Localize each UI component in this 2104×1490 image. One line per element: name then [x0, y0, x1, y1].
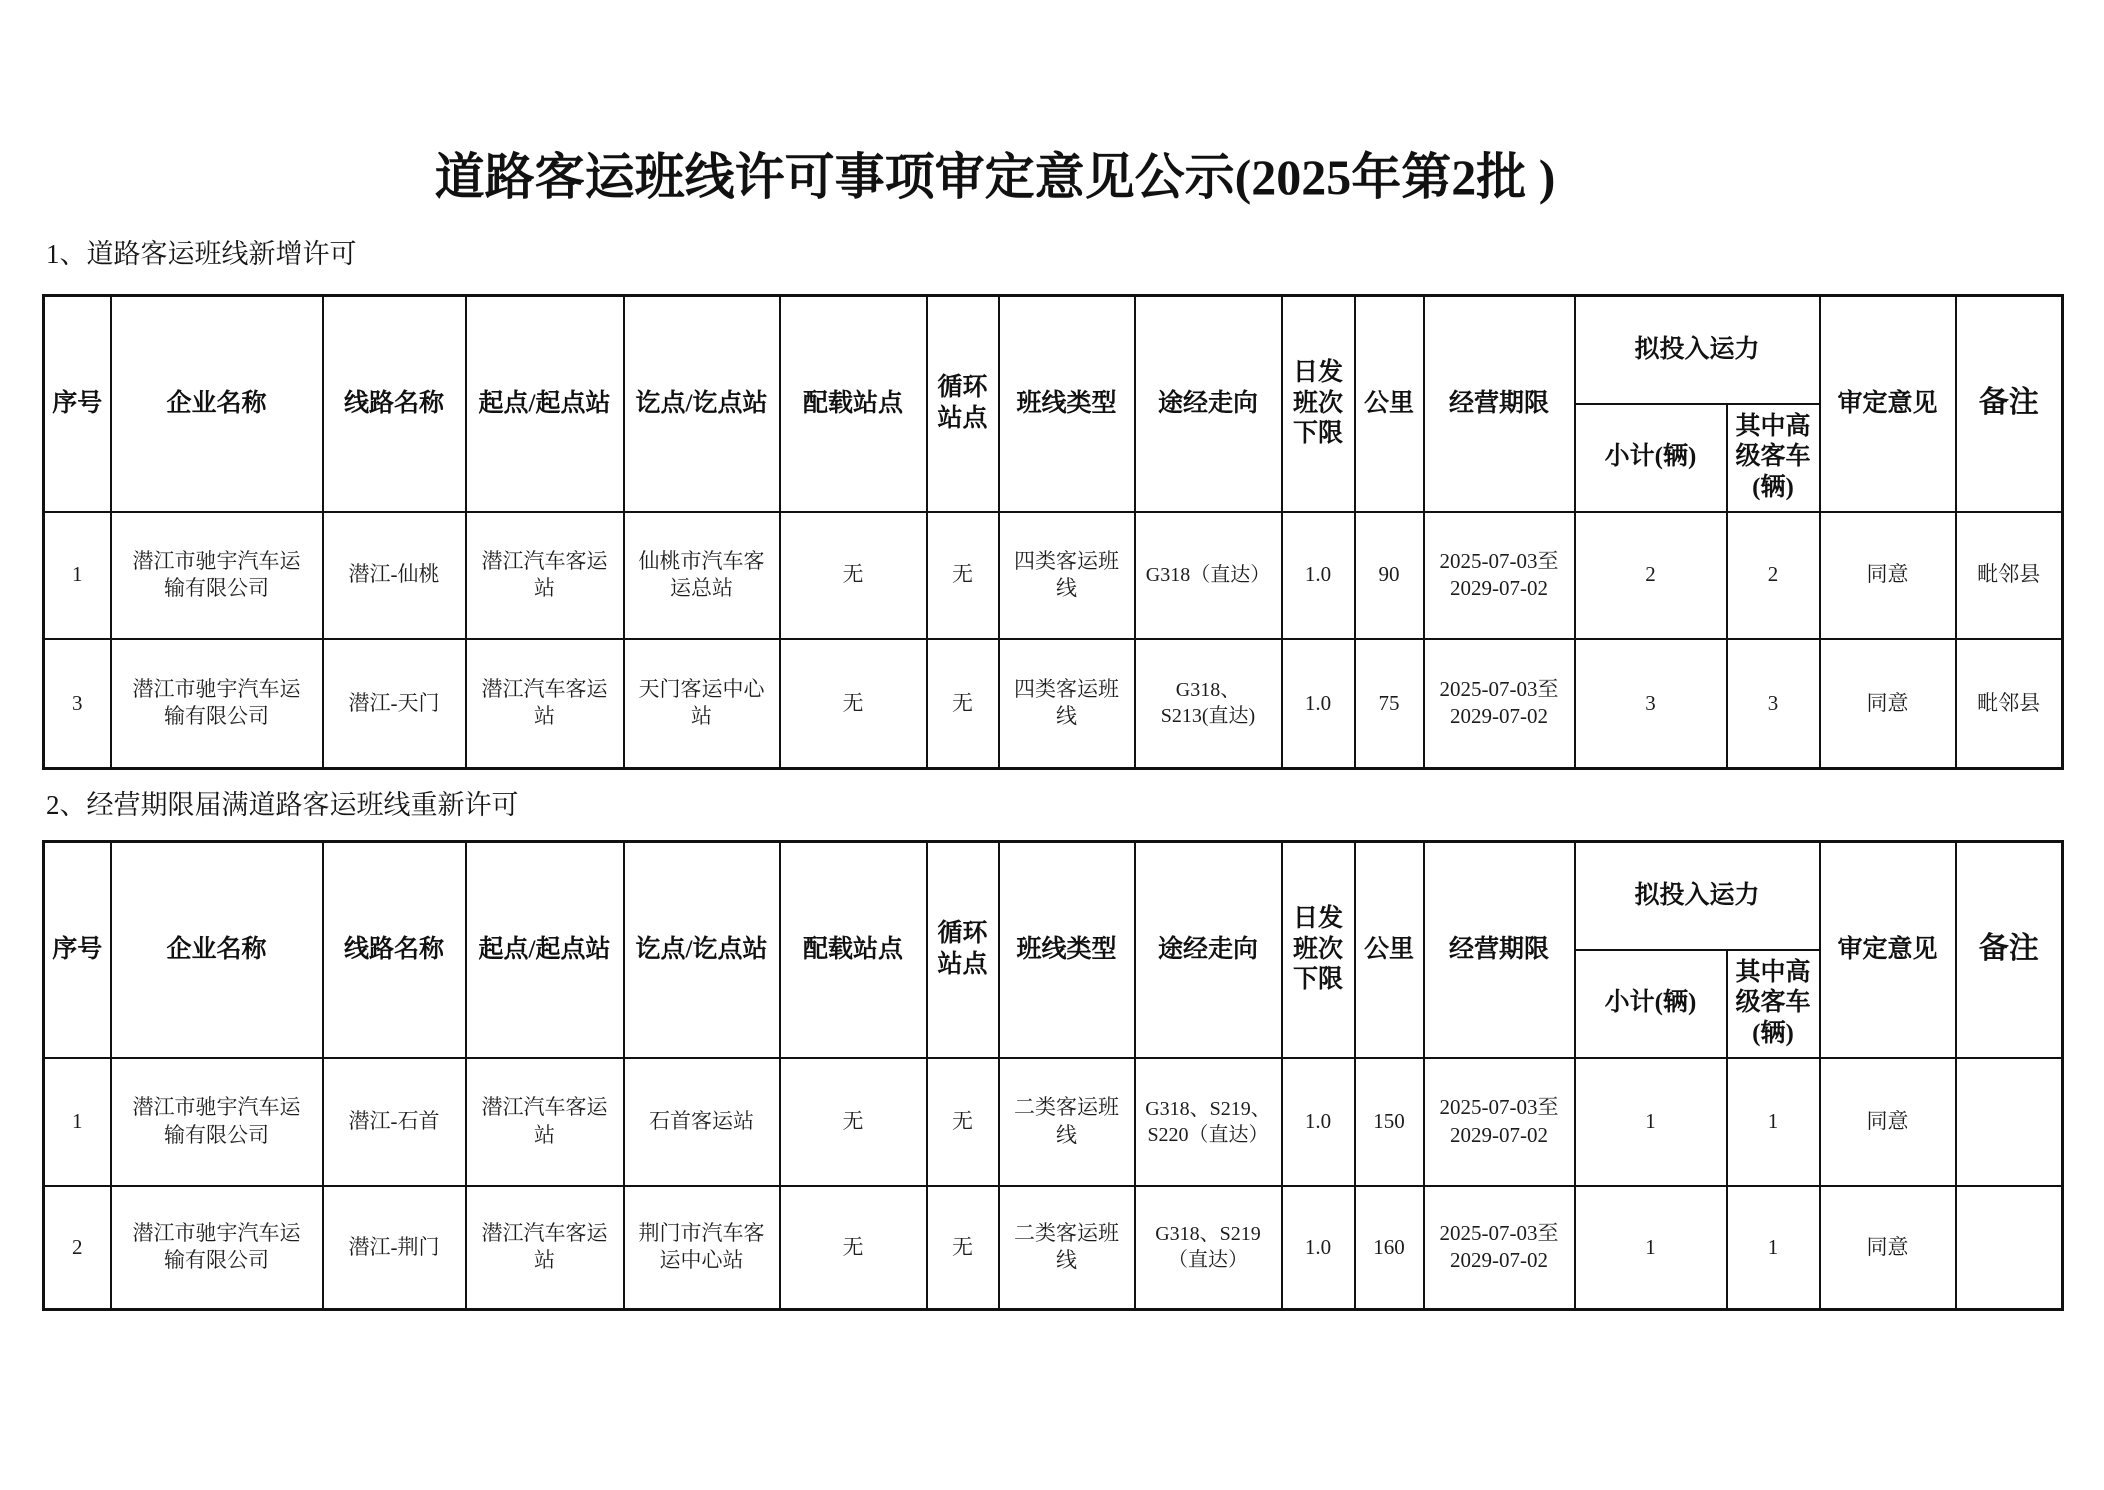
header-remark: 备注 [1956, 842, 2063, 1058]
header-opinion: 审定意见 [1820, 296, 1956, 512]
cell-stops: 无 [780, 512, 927, 639]
cell-route: 潜江-天门 [323, 639, 466, 769]
header-loop: 循环站点 [927, 842, 999, 1058]
cell-km: 90 [1355, 512, 1424, 639]
table-header-row [44, 842, 2063, 950]
cell-company: 潜江市驰宇汽车运输有限公司 [111, 1186, 323, 1310]
header-destination: 讫点/讫点站 [624, 296, 780, 512]
cell-origin: 潜江汽车客运站 [466, 512, 624, 639]
document-title: 道路客运班线许可事项审定意见公示(2025年第2批 ) [434, 149, 1556, 205]
cell-loop: 无 [927, 639, 999, 769]
cell-capacity-subtotal: 2 [1575, 512, 1727, 639]
cell-via: G318（直达） [1135, 512, 1282, 639]
header-origin: 起点/起点站 [466, 842, 624, 1058]
header-seq: 序号 [44, 296, 111, 512]
section-heading-renewal-permit: 2、经营期限届满道路客运班线重新许可 [46, 790, 519, 820]
section-heading-new-permit: 1、道路客运班线新增许可 [46, 239, 357, 269]
header-km: 公里 [1355, 842, 1424, 1058]
header-capacity: 拟投入运力 [1575, 296, 1820, 404]
cell-type: 四类客运班线 [999, 512, 1135, 639]
cell-stops: 无 [780, 1186, 927, 1310]
cell-loop: 无 [927, 512, 999, 639]
cell-origin: 潜江汽车客运站 [466, 639, 624, 769]
cell-origin: 潜江汽车客运站 [466, 1186, 624, 1310]
cell-via: G318、S219、S220（直达） [1135, 1058, 1282, 1186]
cell-stops: 无 [780, 1058, 927, 1186]
header-capacity: 拟投入运力 [1575, 842, 1820, 950]
cell-km: 75 [1355, 639, 1424, 769]
cell-opinion: 同意 [1820, 1058, 1956, 1186]
header-type: 班线类型 [999, 842, 1135, 1058]
header-capacity-subtotal: 小计(辆) [1575, 950, 1727, 1058]
table-row [44, 639, 2063, 769]
header-capacity-subtotal: 小计(辆) [1575, 404, 1727, 512]
header-company: 企业名称 [111, 842, 323, 1058]
cell-km: 150 [1355, 1058, 1424, 1186]
header-seq: 序号 [44, 842, 111, 1058]
header-km: 公里 [1355, 296, 1424, 512]
header-via: 途经走向 [1135, 296, 1282, 512]
header-remark: 备注 [1956, 296, 2063, 512]
header-daily-min: 日发班次下限 [1282, 842, 1355, 1058]
cell-km: 160 [1355, 1186, 1424, 1310]
cell-daily-min: 1.0 [1282, 1058, 1355, 1186]
renewal-permit-table [42, 840, 2064, 1311]
cell-company: 潜江市驰宇汽车运输有限公司 [111, 639, 323, 769]
header-origin: 起点/起点站 [466, 296, 624, 512]
cell-via: G318、S219（直达） [1135, 1186, 1282, 1310]
cell-destination: 仙桃市汽车客运总站 [624, 512, 780, 639]
cell-capacity-premium: 1 [1727, 1186, 1820, 1310]
header-company: 企业名称 [111, 296, 323, 512]
cell-capacity-premium: 1 [1727, 1058, 1820, 1186]
cell-company: 潜江市驰宇汽车运输有限公司 [111, 1058, 323, 1186]
cell-company: 潜江市驰宇汽车运输有限公司 [111, 512, 323, 639]
cell-loop: 无 [927, 1058, 999, 1186]
header-stops: 配载站点 [780, 296, 927, 512]
header-via: 途经走向 [1135, 842, 1282, 1058]
cell-daily-min: 1.0 [1282, 1186, 1355, 1310]
header-period: 经营期限 [1424, 842, 1575, 1058]
header-loop: 循环站点 [927, 296, 999, 512]
header-route: 线路名称 [323, 296, 466, 512]
cell-opinion: 同意 [1820, 639, 1956, 769]
cell-type: 二类客运班线 [999, 1186, 1135, 1310]
cell-period: 2025-07-03至2029-07-02 [1424, 639, 1575, 769]
header-period: 经营期限 [1424, 296, 1575, 512]
cell-seq: 2 [44, 1186, 111, 1310]
cell-route: 潜江-仙桃 [323, 512, 466, 639]
cell-capacity-subtotal: 1 [1575, 1186, 1727, 1310]
new-permit-table [42, 294, 2064, 770]
cell-destination: 石首客运站 [624, 1058, 780, 1186]
cell-capacity-premium: 2 [1727, 512, 1820, 639]
header-destination: 讫点/讫点站 [624, 842, 780, 1058]
cell-period: 2025-07-03至2029-07-02 [1424, 512, 1575, 639]
header-stops: 配载站点 [780, 842, 927, 1058]
header-capacity-premium: 其中高级客车(辆) [1727, 404, 1820, 512]
cell-capacity-subtotal: 1 [1575, 1058, 1727, 1186]
cell-destination: 天门客运中心站 [624, 639, 780, 769]
header-capacity-premium: 其中高级客车(辆) [1727, 950, 1820, 1058]
cell-remark [1956, 1058, 2063, 1186]
cell-type: 二类客运班线 [999, 1058, 1135, 1186]
cell-type: 四类客运班线 [999, 639, 1135, 769]
cell-daily-min: 1.0 [1282, 512, 1355, 639]
cell-remark: 毗邻县 [1956, 639, 2063, 769]
cell-origin: 潜江汽车客运站 [466, 1058, 624, 1186]
cell-via: G318、S213(直达) [1135, 639, 1282, 769]
cell-loop: 无 [927, 1186, 999, 1310]
cell-capacity-premium: 3 [1727, 639, 1820, 769]
cell-seq: 3 [44, 639, 111, 769]
cell-destination: 荆门市汽车客运中心站 [624, 1186, 780, 1310]
cell-remark: 毗邻县 [1956, 512, 2063, 639]
header-route: 线路名称 [323, 842, 466, 1058]
table-row [44, 512, 2063, 639]
cell-opinion: 同意 [1820, 512, 1956, 639]
cell-seq: 1 [44, 512, 111, 639]
table-row [44, 1186, 2063, 1310]
cell-route: 潜江-荆门 [323, 1186, 466, 1310]
header-type: 班线类型 [999, 296, 1135, 512]
table-row [44, 1058, 2063, 1186]
cell-stops: 无 [780, 639, 927, 769]
cell-seq: 1 [44, 1058, 111, 1186]
header-opinion: 审定意见 [1820, 842, 1956, 1058]
cell-route: 潜江-石首 [323, 1058, 466, 1186]
cell-capacity-subtotal: 3 [1575, 639, 1727, 769]
cell-period: 2025-07-03至2029-07-02 [1424, 1186, 1575, 1310]
cell-remark [1956, 1186, 2063, 1310]
cell-opinion: 同意 [1820, 1186, 1956, 1310]
header-daily-min: 日发班次下限 [1282, 296, 1355, 512]
table-header-row [44, 296, 2063, 404]
cell-daily-min: 1.0 [1282, 639, 1355, 769]
cell-period: 2025-07-03至2029-07-02 [1424, 1058, 1575, 1186]
